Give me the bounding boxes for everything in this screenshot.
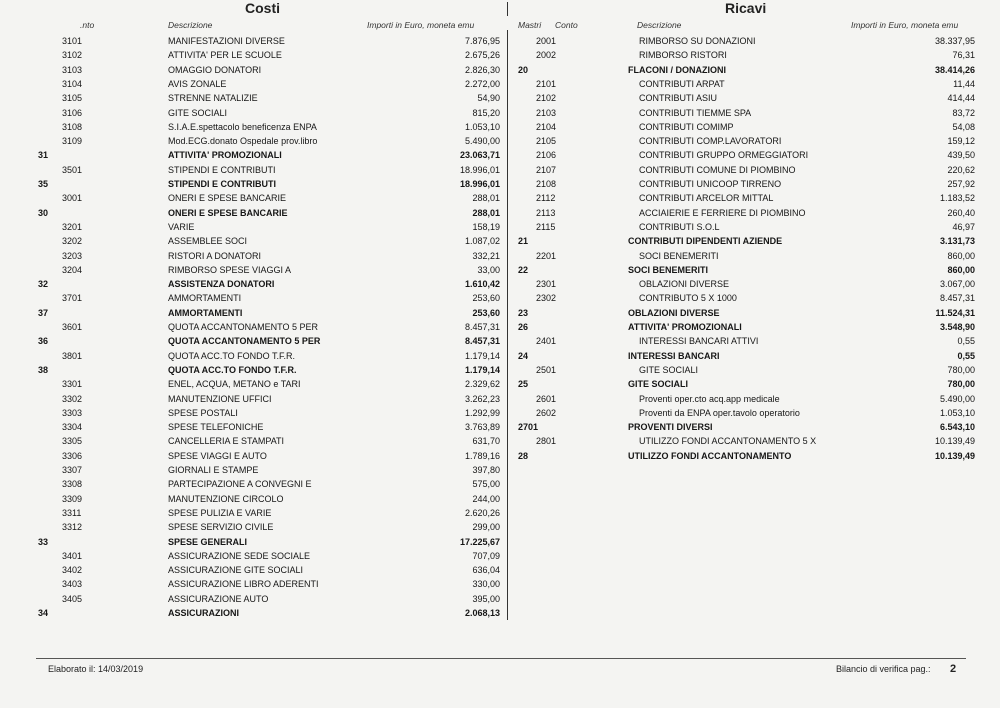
- costi-header-conto: .nto: [80, 20, 95, 30]
- ricavi-conto-cell: 2801: [536, 436, 557, 447]
- ricavi-mastro-cell: 21: [518, 236, 529, 247]
- costi-importo-cell: 288,01: [472, 207, 500, 218]
- ricavi-conto-cell: 2107: [536, 164, 557, 175]
- ricavi-conto-cell: 2501: [536, 364, 557, 375]
- costi-descrizione-cell: RISTORI A DONATORI: [168, 250, 262, 261]
- costi-mastro-cell: 38: [38, 364, 49, 375]
- ricavi-row: [0, 306, 1000, 320]
- ricavi-row: [0, 120, 1000, 134]
- costi-conto-cell: 3307: [62, 465, 83, 475]
- ricavi-row: [0, 191, 1000, 205]
- costi-row: [0, 492, 1000, 506]
- costi-conto-cell: 3403: [62, 579, 83, 590]
- ricavi-importo-cell: 46,97: [952, 221, 975, 232]
- costi-descrizione-cell: SPESE PULIZIA E VARIE: [168, 507, 272, 518]
- ricavi-conto-cell: 2108: [536, 179, 557, 189]
- ricavi-descrizione-cell: CONTRIBUTI ARCELOR MITTAL: [639, 193, 774, 204]
- costi-mastro-cell: 31: [38, 150, 49, 161]
- ricavi-importo-cell: 260,40: [947, 207, 975, 218]
- footer-elaborato: Elaborato il: 14/03/2019: [48, 664, 144, 674]
- ricavi-descrizione-cell: UTILIZZO FONDI ACCANTONAMENTO: [628, 450, 792, 461]
- ricavi-importo-cell: 54,08: [952, 121, 975, 132]
- ricavi-conto-cell: 2401: [536, 336, 557, 347]
- costi-descrizione-cell: VARIE: [168, 221, 195, 232]
- ricavi-importo-cell: 0,55: [957, 350, 975, 361]
- ricavi-mastro-cell: 22: [518, 264, 529, 275]
- costi-row: [0, 506, 1000, 520]
- costi-title: Costi: [245, 0, 280, 16]
- ricavi-header-conto: Conto: [555, 20, 578, 30]
- costi-importo-cell: 1.789,16: [464, 450, 500, 461]
- costi-descrizione-cell: ENEL, ACQUA, METANO e TARI: [168, 379, 301, 390]
- costi-descrizione-cell: ASSICURAZIONE SEDE SOCIALE: [168, 550, 311, 561]
- costi-conto-cell: 3201: [62, 221, 83, 232]
- costi-importo-cell: 253,60: [472, 307, 500, 318]
- ricavi-conto-cell: 2302: [536, 293, 557, 304]
- costi-importo-cell: 397,80: [472, 465, 500, 475]
- costi-importo-cell: 3.763,89: [464, 422, 500, 433]
- ricavi-importo-cell: 76,31: [952, 50, 975, 61]
- costi-descrizione-cell: ONERI E SPESE BANCARIE: [168, 207, 288, 218]
- costi-mastro-cell: 32: [38, 279, 49, 290]
- costi-descrizione-cell: Mod.ECG.donato Ospedale prov.libro: [168, 136, 318, 147]
- ricavi-mastro-cell: 24: [518, 350, 529, 361]
- costi-conto-cell: 3302: [62, 393, 83, 404]
- ricavi-descrizione-cell: SOCI BENEMERITI: [628, 264, 709, 275]
- costi-row: [0, 477, 1000, 491]
- costi-header-descrizione: Descrizione: [168, 20, 213, 30]
- ricavi-importo-cell: 860,00: [947, 250, 975, 261]
- costi-descrizione-cell: ASSISTENZA DONATORI: [168, 279, 275, 290]
- ricavi-descrizione-cell: CONTRIBUTI COMUNE DI PIOMBINO: [639, 164, 796, 175]
- ricavi-conto-cell: 2104: [536, 121, 557, 132]
- ricavi-row: [0, 63, 1000, 77]
- ricavi-importo-cell: 860,00: [947, 264, 975, 275]
- ricavi-importo-cell: 38.414,26: [934, 64, 975, 75]
- costi-mastro-cell: 30: [38, 207, 49, 218]
- ricavi-importo-cell: 1.183,52: [939, 193, 975, 204]
- ricavi-descrizione-cell: FLACONI / DONAZIONI: [628, 64, 726, 75]
- ricavi-descrizione-cell: OBLAZIONI DIVERSE: [628, 307, 720, 318]
- ricavi-row: [0, 234, 1000, 248]
- costi-conto-cell: 3102: [62, 50, 83, 61]
- costi-importo-cell: 395,00: [472, 593, 500, 604]
- costi-row: [0, 563, 1000, 577]
- costi-conto-cell: 3405: [62, 593, 83, 604]
- ricavi-row: [0, 363, 1000, 377]
- ricavi-descrizione-cell: PROVENTI DIVERSI: [628, 422, 713, 433]
- ricavi-descrizione-cell: Proventi oper.cto acq.app medicale: [639, 393, 780, 404]
- ricavi-mastro-cell: 20: [518, 64, 529, 75]
- costi-importo-cell: 1.292,99: [464, 407, 500, 418]
- ricavi-conto-cell: 2102: [536, 93, 557, 104]
- ricavi-importo-cell: 1.053,10: [939, 407, 975, 418]
- costi-conto-cell: 3109: [62, 136, 83, 147]
- costi-conto-cell: 3103: [62, 64, 83, 75]
- costi-descrizione-cell: RIMBORSO SPESE VIAGGI A: [168, 264, 292, 275]
- costi-conto-cell: 3309: [62, 493, 83, 504]
- ricavi-row: [0, 349, 1000, 363]
- costi-importo-cell: 299,00: [472, 522, 500, 533]
- costi-importo-cell: 288,01: [472, 193, 500, 204]
- costi-descrizione-cell: ATTIVITA' PER LE SCUOLE: [168, 50, 282, 61]
- ricavi-conto-cell: 2001: [536, 36, 557, 46]
- costi-descrizione-cell: QUOTA ACC.TO FONDO T.F.R.: [168, 364, 297, 375]
- costi-conto-cell: 3303: [62, 407, 83, 418]
- costi-importo-cell: 707,09: [472, 550, 500, 561]
- ricavi-importo-cell: 8.457,31: [939, 293, 975, 304]
- costi-descrizione-cell: SPESE GENERALI: [168, 536, 248, 547]
- ricavi-row: [0, 392, 1000, 406]
- costi-importo-cell: 8.457,31: [464, 322, 500, 332]
- costi-importo-cell: 332,21: [472, 250, 500, 261]
- costi-importo-cell: 18.996,01: [459, 179, 500, 189]
- costi-importo-cell: 253,60: [472, 293, 500, 304]
- costi-importo-cell: 244,00: [472, 493, 500, 504]
- costi-descrizione-cell: AVIS ZONALE: [168, 78, 227, 89]
- costi-descrizione-cell: AMMORTAMENTI: [168, 293, 242, 304]
- ricavi-conto-cell: 2101: [536, 78, 557, 89]
- costi-conto-cell: 3108: [62, 121, 83, 132]
- ricavi-conto-cell: 2602: [536, 407, 557, 418]
- costi-conto-cell: 3701: [62, 293, 83, 304]
- costi-importo-cell: 23.063,71: [459, 150, 500, 161]
- costi-descrizione-cell: STIPENDI E CONTRIBUTI: [168, 164, 276, 175]
- costi-conto-cell: 3312: [62, 522, 83, 533]
- costi-conto-cell: 3204: [62, 264, 83, 275]
- costi-importo-cell: 17.225,67: [459, 536, 500, 547]
- costi-importo-cell: 2.068,13: [464, 608, 500, 618]
- ricavi-row: [0, 220, 1000, 234]
- costi-mastro-cell: 33: [38, 536, 49, 547]
- ricavi-descrizione-cell: CONTRIBUTI UNICOOP TIRRENO: [639, 179, 782, 189]
- costi-importo-cell: 1.087,02: [464, 236, 500, 247]
- ricavi-mastro-cell: 26: [518, 322, 529, 332]
- ricavi-row: [0, 434, 1000, 448]
- costi-conto-cell: 3308: [62, 479, 83, 490]
- costi-row: [0, 606, 1000, 620]
- ricavi-importo-cell: 11,44: [953, 78, 975, 89]
- costi-importo-cell: 815,20: [472, 107, 500, 118]
- ricavi-row: [0, 77, 1000, 91]
- ricavi-descrizione-cell: CONTRIBUTI COMP.LAVORATORI: [639, 136, 782, 147]
- costi-importo-cell: 18.996,01: [459, 164, 500, 175]
- ricavi-descrizione-cell: SOCI BENEMERITI: [639, 250, 719, 261]
- ricavi-descrizione-cell: CONTRIBUTI GRUPPO ORMEGGIATORI: [639, 150, 809, 161]
- costi-row: [0, 577, 1000, 591]
- costi-row: [0, 549, 1000, 563]
- ricavi-row: [0, 420, 1000, 434]
- ricavi-importo-cell: 10.139,49: [934, 436, 975, 447]
- ricavi-conto-cell: 2601: [536, 393, 557, 404]
- costi-header-importi: Importi in Euro, moneta emu: [367, 20, 475, 30]
- ricavi-row: [0, 449, 1000, 463]
- ricavi-header-descrizione: Descrizione: [637, 20, 682, 30]
- costi-descrizione-cell: MANIFESTAZIONI DIVERSE: [168, 36, 285, 46]
- costi-conto-cell: 3105: [62, 93, 83, 104]
- ricavi-importo-cell: 11.524,31: [935, 307, 975, 318]
- costi-mastro-cell: 36: [38, 336, 49, 347]
- costi-conto-cell: 3101: [62, 36, 83, 46]
- costi-importo-cell: 330,00: [472, 579, 500, 590]
- ricavi-importo-cell: 3.131,73: [939, 236, 975, 247]
- ricavi-row: [0, 334, 1000, 348]
- costi-descrizione-cell: GITE SOCIALI: [168, 107, 228, 118]
- ricavi-conto-cell: 2115: [536, 221, 556, 232]
- costi-conto-cell: 3001: [62, 193, 83, 204]
- costi-descrizione-cell: ASSICURAZIONI: [168, 608, 240, 618]
- costi-importo-cell: 2.329,62: [464, 379, 500, 390]
- ricavi-importo-cell: 439,50: [947, 150, 975, 161]
- costi-descrizione-cell: ASSICURAZIONE AUTO: [168, 593, 269, 604]
- ricavi-descrizione-cell: CONTRIBUTI COMIMP: [639, 121, 734, 132]
- costi-importo-cell: 636,04: [472, 565, 500, 576]
- costi-descrizione-cell: MANUTENZIONE UFFICI: [168, 393, 272, 404]
- ricavi-row: [0, 91, 1000, 105]
- ricavi-row: [0, 163, 1000, 177]
- ricavi-importo-cell: 780,00: [947, 364, 975, 375]
- ricavi-row: [0, 106, 1000, 120]
- ricavi-descrizione-cell: INTERESSI BANCARI ATTIVI: [639, 336, 759, 347]
- costi-descrizione-cell: PARTECIPAZIONE A CONVEGNI E: [168, 479, 312, 490]
- ricavi-mastro-cell: 25: [518, 379, 529, 390]
- ricavi-descrizione-cell: CONTRIBUTI ASIU: [639, 93, 718, 104]
- costi-descrizione-cell: ATTIVITA' PROMOZIONALI: [168, 150, 282, 161]
- ricavi-importo-cell: 5.490,00: [939, 393, 975, 404]
- ricavi-mastro-cell: 23: [518, 307, 529, 318]
- ricavi-importo-cell: 10.139,49: [934, 450, 975, 461]
- costi-conto-cell: 3311: [62, 507, 82, 518]
- ricavi-descrizione-cell: CONTRIBUTI S.O.L: [639, 221, 720, 232]
- costi-descrizione-cell: GIORNALI E STAMPE: [168, 465, 259, 475]
- ricavi-row: [0, 320, 1000, 334]
- costi-mastro-cell: 37: [38, 307, 49, 318]
- costi-descrizione-cell: SPESE TELEFONICHE: [168, 422, 264, 433]
- ricavi-importo-cell: 83,72: [952, 107, 975, 118]
- ricavi-descrizione-cell: INTERESSI BANCARI: [628, 350, 720, 361]
- ricavi-conto-cell: 2103: [536, 107, 557, 118]
- ricavi-descrizione-cell: GITE SOCIALI: [628, 379, 689, 390]
- footer-rule: [36, 658, 966, 659]
- costi-importo-cell: 5.490,00: [464, 136, 500, 147]
- ricavi-row: [0, 277, 1000, 291]
- ricavi-row: [0, 206, 1000, 220]
- costi-importo-cell: 1.179,14: [464, 350, 500, 361]
- costi-conto-cell: 3202: [62, 236, 83, 247]
- ricavi-importo-cell: 257,92: [947, 179, 975, 189]
- costi-descrizione-cell: MANUTENZIONE CIRCOLO: [168, 493, 284, 504]
- ricavi-row: [0, 148, 1000, 162]
- costi-importo-cell: 1.179,14: [464, 364, 500, 375]
- ricavi-importo-cell: 0,55: [957, 336, 975, 347]
- costi-conto-cell: 3301: [62, 379, 83, 390]
- column-divider: [507, 30, 508, 620]
- ricavi-descrizione-cell: ATTIVITA' PROMOZIONALI: [628, 322, 742, 332]
- ricavi-conto-cell: 2201: [536, 250, 557, 261]
- ricavi-row: [0, 406, 1000, 420]
- costi-descrizione-cell: SPESE POSTALI: [168, 407, 238, 418]
- costi-importo-cell: 1.053,10: [464, 121, 500, 132]
- ricavi-row: [0, 34, 1000, 48]
- costi-importo-cell: 54,90: [477, 93, 500, 104]
- costi-conto-cell: 3203: [62, 250, 83, 261]
- costi-conto-cell: 3104: [62, 78, 83, 89]
- costi-importo-cell: 1.610,42: [464, 279, 500, 290]
- ricavi-title: Ricavi: [725, 0, 767, 16]
- ricavi-importo-cell: 159,12: [947, 136, 975, 147]
- footer-page-number: 2: [950, 663, 957, 675]
- ricavi-importo-cell: 220,62: [947, 164, 975, 175]
- costi-importo-cell: 8.457,31: [464, 336, 500, 347]
- costi-descrizione-cell: QUOTA ACCANTONAMENTO 5 PER: [168, 322, 319, 332]
- costi-importo-cell: 575,00: [472, 479, 500, 490]
- costi-descrizione-cell: S.I.A.E.spettacolo beneficenza ENPA: [168, 121, 317, 132]
- ricavi-importo-cell: 3.548,90: [939, 322, 975, 332]
- costi-importo-cell: 2.620,26: [464, 507, 500, 518]
- ricavi-descrizione-cell: RIMBORSO RISTORI: [639, 50, 727, 61]
- costi-row: [0, 520, 1000, 534]
- costi-descrizione-cell: CANCELLERIA E STAMPATI: [168, 436, 285, 447]
- footer-page-label: Bilancio di verifica pag.:: [836, 664, 931, 674]
- costi-conto-cell: 3402: [62, 565, 83, 576]
- costi-descrizione-cell: STRENNE NATALIZIE: [168, 93, 258, 104]
- costi-descrizione-cell: ASSICURAZIONE LIBRO ADERENTI: [168, 579, 319, 590]
- costi-importo-cell: 3.262,23: [464, 393, 500, 404]
- costi-mastro-cell: 35: [38, 179, 49, 189]
- costi-importo-cell: 33,00: [477, 264, 500, 275]
- costi-importo-cell: 2.272,00: [464, 78, 500, 89]
- ricavi-conto-cell: 2301: [536, 279, 557, 290]
- costi-conto-cell: 3501: [62, 164, 83, 175]
- ricavi-conto-cell: 2106: [536, 150, 557, 161]
- ricavi-importo-cell: 3.067,00: [939, 279, 975, 290]
- costi-conto-cell: 3801: [62, 350, 83, 361]
- costi-conto-cell: 3305: [62, 436, 83, 447]
- ricavi-conto-cell: 2112: [536, 193, 556, 204]
- ricavi-row: [0, 377, 1000, 391]
- ricavi-row: [0, 134, 1000, 148]
- ricavi-descrizione-cell: RIMBORSO SU DONAZIONI: [639, 36, 756, 46]
- ricavi-descrizione-cell: ACCIAIERIE E FERRIERE DI PIOMBINO: [639, 207, 806, 218]
- ricavi-row: [0, 263, 1000, 277]
- ricavi-mastro-cell: 28: [518, 450, 529, 461]
- ricavi-conto-cell: 2105: [536, 136, 557, 147]
- column-divider-top: [507, 2, 508, 16]
- costi-importo-cell: 158,19: [472, 221, 500, 232]
- costi-row: [0, 535, 1000, 549]
- ricavi-importo-cell: 414,44: [947, 93, 975, 104]
- ricavi-importo-cell: 6.543,10: [939, 422, 975, 433]
- costi-descrizione-cell: QUOTA ACCANTONAMENTO 5 PER: [168, 336, 321, 347]
- ricavi-row: [0, 48, 1000, 62]
- ricavi-row: [0, 249, 1000, 263]
- costi-importo-cell: 7.876,95: [464, 36, 500, 46]
- costi-conto-cell: 3306: [62, 450, 83, 461]
- costi-descrizione-cell: ONERI E SPESE BANCARIE: [168, 193, 287, 204]
- ricavi-descrizione-cell: CONTRIBUTI TIEMME SPA: [639, 107, 752, 118]
- ricavi-row: [0, 291, 1000, 305]
- ricavi-row: [0, 177, 1000, 191]
- costi-mastro-cell: 34: [38, 608, 49, 618]
- costi-descrizione-cell: OMAGGIO DONATORI: [168, 64, 262, 75]
- ricavi-descrizione-cell: Proventi da ENPA oper.tavolo operatorio: [639, 407, 800, 418]
- costi-conto-cell: 3106: [62, 107, 83, 118]
- ricavi-header-importi: Importi in Euro, moneta emu: [851, 20, 959, 30]
- costi-importo-cell: 2.826,30: [464, 64, 500, 75]
- ricavi-header-mastri: Mastri: [518, 20, 542, 30]
- ricavi-importo-cell: 780,00: [947, 379, 975, 390]
- ricavi-descrizione-cell: UTILIZZO FONDI ACCANTONAMENTO 5 X: [639, 436, 817, 447]
- costi-row: [0, 463, 1000, 477]
- ricavi-descrizione-cell: GITE SOCIALI: [639, 364, 699, 375]
- costi-descrizione-cell: ASSEMBLEE SOCI: [168, 236, 248, 247]
- ricavi-importo-cell: 38.337,95: [934, 36, 975, 46]
- ricavi-conto-cell: 2113: [536, 207, 556, 218]
- costi-descrizione-cell: SPESE VIAGGI E AUTO: [168, 450, 267, 461]
- costi-row: [0, 592, 1000, 606]
- costi-descrizione-cell: ASSICURAZIONE GITE SOCIALI: [168, 565, 304, 576]
- costi-conto-cell: 3304: [62, 422, 83, 433]
- costi-importo-cell: 2.675,26: [464, 50, 500, 61]
- costi-descrizione-cell: STIPENDI E CONTRIBUTI: [168, 179, 277, 189]
- ricavi-mastro-cell: 2701: [518, 422, 539, 433]
- ricavi-descrizione-cell: CONTRIBUTI DIPENDENTI AZIENDE: [628, 236, 783, 247]
- costi-descrizione-cell: SPESE SERVIZIO CIVILE: [168, 522, 274, 533]
- ricavi-descrizione-cell: CONTRIBUTO 5 X 1000: [639, 293, 737, 304]
- ricavi-conto-cell: 2002: [536, 50, 557, 61]
- costi-importo-cell: 631,70: [472, 436, 500, 447]
- costi-descrizione-cell: AMMORTAMENTI: [168, 307, 243, 318]
- costi-conto-cell: 3601: [62, 322, 83, 332]
- costi-descrizione-cell: QUOTA ACC.TO FONDO T.F.R.: [168, 350, 296, 361]
- ricavi-descrizione-cell: OBLAZIONI DIVERSE: [639, 279, 730, 290]
- ricavi-descrizione-cell: CONTRIBUTI ARPAT: [639, 78, 725, 89]
- costi-conto-cell: 3401: [62, 550, 83, 561]
